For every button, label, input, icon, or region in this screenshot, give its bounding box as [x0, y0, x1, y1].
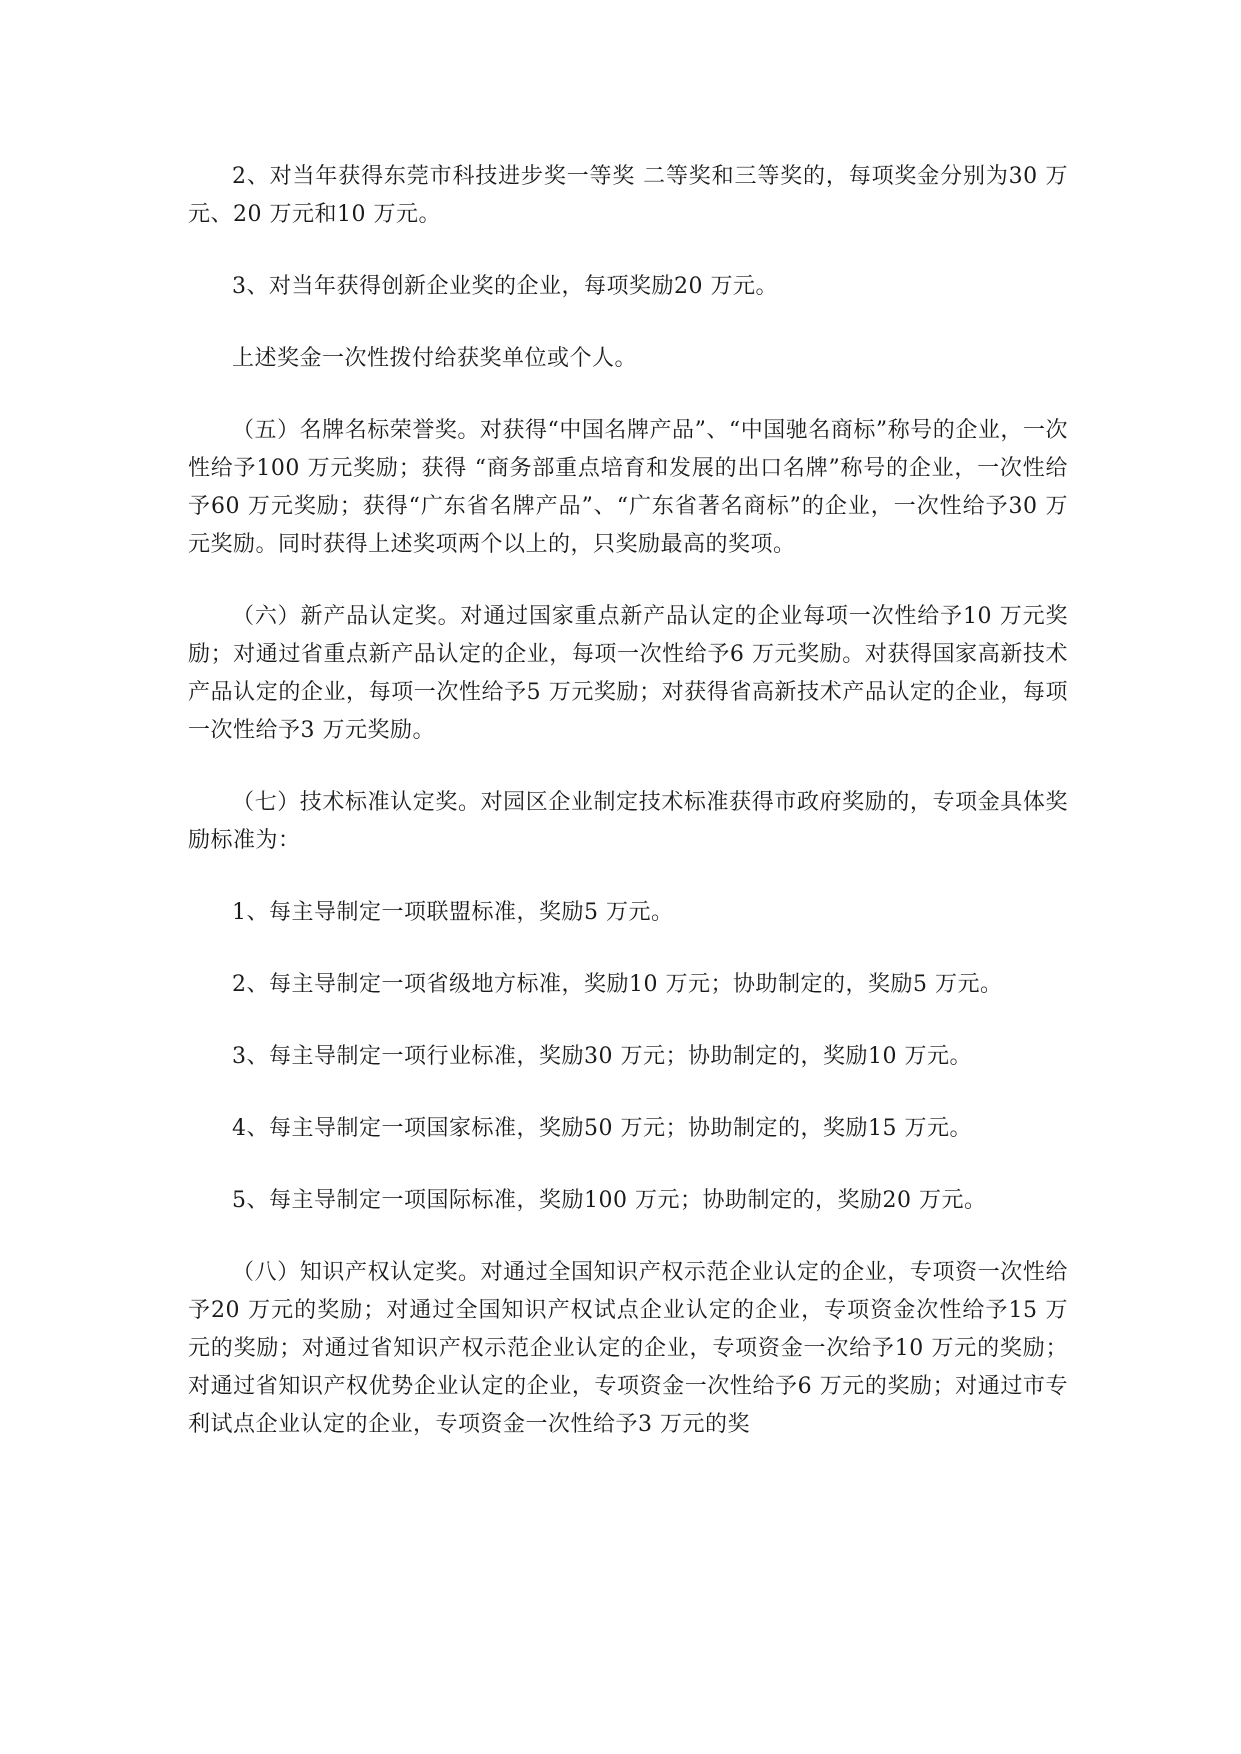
paragraph-standard-5: 5、每主导制定一项国际标准，奖励100 万元；协助制定的，奖励20 万元。: [232, 1188, 987, 1213]
paragraph-section-7: （七）技术标准认定奖。对园区企业制定技术标准获得市政府奖励的，专项金具体奖励标准为：: [188, 790, 1068, 853]
paragraph-standard-1: 1、每主导制定一项联盟标准，奖励5 万元。: [232, 900, 674, 925]
document-body: [188, 158, 1068, 1478]
paragraph-award-3: 3、对当年获得创新企业奖的企业，每项奖励20 万元。: [232, 274, 778, 299]
paragraph-payment-note: 上述奖金一次性拨付给获奖单位或个人。: [232, 346, 638, 371]
paragraph-standard-3: 3、每主导制定一项行业标准，奖励30 万元；协助制定的，奖励10 万元。: [232, 1044, 972, 1069]
paragraph-section-5: （五）名牌名标荣誉奖。对获得“中国名牌产品”、“中国驰名商标”称号的企业，一次性给予100 万元奖励；获得 “商务部重点培育和发展的出口名牌”称号的企业，一次性给予60 万元奖励；获得“广东省名牌产品”、“广东省著名商标”的企业，一次性给予30 万元奖励。同时获得上述奖项两个以上的，只奖励最高的奖项。: [188, 418, 1068, 557]
paragraph-standard-4: 4、每主导制定一项国家标准，奖励50 万元；协助制定的，奖励15 万元。: [232, 1116, 972, 1141]
paragraph-section-8: （八）知识产权认定奖。对通过全国知识产权示范企业认定的企业，专项资一次性给予20 万元的奖励；对通过全国知识产权试点企业认定的企业，专项资金次性给予15 万元的奖励；对通过省知识产权示范企业认定的企业，专项资金一次给予10 万元的奖励；对通过省知识产权优势企业认定的企业，专项资金一次性给予6 万元的奖励；对通过市专利试点企业认定的企业，专项资金一次性给予3 万元的奖: [188, 1260, 1068, 1437]
paragraph-award-2: 2、对当年获得东莞市科技进步奖一等奖 二等奖和三等奖的，每项奖金分别为30 万元、20 万元和10 万元。: [188, 164, 1068, 227]
paragraph-section-6: （六）新产品认定奖。对通过国家重点新产品认定的企业每项一次性给予10 万元奖励；对通过省重点新产品认定的企业，每项一次性给予6 万元奖励。对获得国家高新技术产品认定的企业，每项一次性给予5 万元奖励；对获得省高新技术产品认定的企业，每项一次性给予3 万元奖励。: [188, 604, 1068, 743]
paragraph-standard-2: 2、每主导制定一项省级地方标准，奖励10 万元；协助制定的，奖励5 万元。: [232, 972, 1003, 997]
